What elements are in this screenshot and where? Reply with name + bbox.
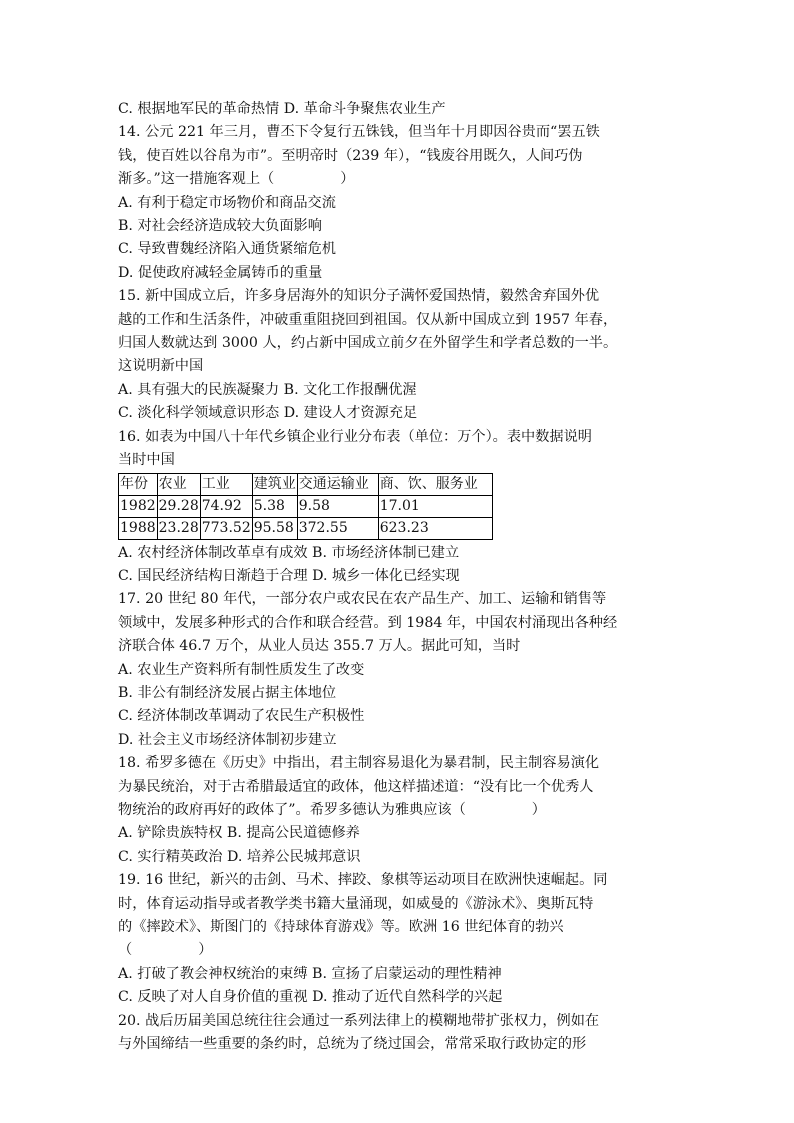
q16-stem-line-2: 当时中国 bbox=[118, 452, 175, 469]
table-header-cell: 工业 bbox=[200, 473, 252, 495]
q17-option-d: D. 社会主义市场经济体制初步建立 bbox=[118, 731, 337, 748]
table-row bbox=[119, 495, 493, 517]
q15-stem-line-1: 15. 新中国成立后，许多身居海外的知识分子满怀爱国热情，毅然舍弃国外优 bbox=[118, 288, 600, 305]
q14-option-c: C. 导致曹魏经济陷入通货紧缩危机 bbox=[118, 241, 336, 258]
table-cell: 5.38 bbox=[252, 495, 297, 517]
q17-option-a: A. 农业生产资料所有制性质发生了改变 bbox=[118, 661, 365, 678]
q16-option-cd: C. 国民经济结构日渐趋于合理 D. 城乡一体化已经实现 bbox=[118, 567, 460, 584]
q19-stem-line-1: 19. 16 世纪，新兴的击剑、马术、摔跤、象棋等运动项目在欧洲快速崛起。同 bbox=[118, 872, 608, 889]
q18-option-cd: C. 实行精英政治 D. 培养公民城邦意识 bbox=[118, 848, 361, 865]
q15-stem-line-4: 这说明新中国 bbox=[118, 358, 204, 375]
q14-option-d: D. 促使政府减轻金属铸币的重量 bbox=[118, 264, 323, 281]
table-cell: 372.55 bbox=[297, 517, 378, 539]
q19-stem-line-4: （ ） bbox=[118, 942, 213, 959]
table-cell: 95.58 bbox=[252, 517, 297, 539]
table-cell: 9.58 bbox=[297, 495, 378, 517]
q15-option-cd: C. 淡化科学领域意识形态 D. 建设人才资源充足 bbox=[118, 405, 418, 422]
q20-stem-line-2: 与外国缔结一些重要的条约时，总统为了绕过国会，常常采取行政协定的形 bbox=[118, 1036, 587, 1053]
q19-stem-line-2: 时，体育运动指导或者教学类书籍大量涌现，如威曼的《游泳术》、奥斯瓦特 bbox=[118, 895, 594, 912]
table-cell: 1988 bbox=[119, 517, 158, 539]
q13-option-cd: C. 根据地军民的革命热情 D. 革命斗争聚焦农业生产 bbox=[118, 101, 446, 117]
q18-stem-line-2: 为暴民统治，对于古希腊最适宜的政体，他这样描述道：“没有比一个优秀人 bbox=[118, 778, 594, 795]
q19-stem-line-3: 的《摔跤术》、斯图门的《持球体育游戏》等。欧洲 16 世纪体育的勃兴 bbox=[118, 919, 564, 935]
q20-stem-line-1: 20. 战后历届美国总统往往会通过一系列法律上的模糊地带扩张权力，例如在 bbox=[118, 1012, 600, 1029]
table-cell: 1982 bbox=[119, 495, 158, 517]
q14-option-a: A. 有利于稳定市场物价和商品交流 bbox=[118, 194, 336, 211]
table-row bbox=[119, 517, 493, 539]
q17-option-b: B. 非公有制经济发展占据主体地位 bbox=[118, 684, 337, 701]
q14-stem-line-3: 渐多。”这一措施客观上（ ） bbox=[118, 171, 355, 188]
q16-option-ab: A. 农村经济体制改革卓有成效 B. 市场经济体制已建立 bbox=[118, 544, 460, 561]
q14-stem-line-2: 钱，使百姓以谷帛为市”。至明帝时（239 年），“钱废谷用既久，人间巧伪 bbox=[118, 147, 583, 164]
q19-option-ab: A. 打破了教会神权统治的束缚 B. 宣扬了启蒙运动的理性精神 bbox=[118, 965, 502, 982]
table-cell: 29.28 bbox=[157, 495, 200, 517]
table-header-cell: 建筑业 bbox=[252, 473, 297, 495]
q15-stem-line-3: 归国人数就达到 3000 人，约占新中国成立前夕在外留学生和学者总数的一半。 bbox=[118, 335, 618, 352]
q19-option-cd: C. 反映了对人自身价值的重视 D. 推动了近代自然科学的兴起 bbox=[118, 989, 503, 1006]
q14-stem-line-1: 14. 公元 221 年三月，曹丕下令复行五铢钱，但当年十月即因谷贵而“罢五铁 bbox=[118, 124, 600, 141]
q18-option-ab: A. 铲除贵族特权 B. 提高公民道德修养 bbox=[118, 825, 360, 842]
exam-page bbox=[118, 98, 678, 1056]
q17-option-c: C. 经济体制改革调动了农民生产积极性 bbox=[118, 708, 365, 725]
table-header-cell: 交通运输业 bbox=[297, 473, 378, 495]
q15-option-ab: A. 具有强大的民族凝聚力 B. 文化工作报酬优渥 bbox=[118, 381, 417, 398]
table-header-cell: 商、饮、服务业 bbox=[378, 473, 492, 495]
table-cell: 623.23 bbox=[378, 517, 492, 539]
table-header-row bbox=[119, 473, 493, 495]
township-enterprise-table bbox=[118, 473, 493, 540]
table-cell: 23.28 bbox=[157, 517, 200, 539]
q17-stem-line-3: 济联合体 46.7 万个，从业人员达 355.7 万人。据此可知，当时 bbox=[118, 638, 521, 655]
q15-stem-line-2: 越的工作和生活条件，冲破重重阻挠回到祖国。仅从新中国成立到 1957 年春， bbox=[118, 311, 618, 328]
q16-stem-line-1: 16. 如表为中国八十年代乡镇企业行业分布表（单位：万个）。表中数据说明 bbox=[118, 428, 592, 445]
table-header-cell: 年份 bbox=[119, 473, 158, 495]
table-cell: 17.01 bbox=[378, 495, 492, 517]
table-cell: 773.52 bbox=[200, 517, 252, 539]
table-cell: 74.92 bbox=[200, 495, 252, 517]
q18-stem-line-3: 物统治的政府再好的政体了”。希罗多德认为雅典应该（ ） bbox=[118, 801, 546, 818]
q14-option-b: B. 对社会经济造成较大负面影响 bbox=[118, 218, 322, 235]
table-header-cell: 农业 bbox=[157, 473, 200, 495]
q17-stem-line-1: 17. 20 世纪 80 年代，一部分农户或农民在农产品生产、加工、运输和销售等 bbox=[118, 591, 607, 608]
q17-stem-line-2: 领域中，发展多种形式的合作和联合经营。到 1984 年，中国农村涌现出各种经 bbox=[118, 614, 618, 631]
q18-stem-line-1: 18. 希罗多德在《历史》中指出，君主制容易退化为暴君制，民主制容易演化 bbox=[118, 755, 600, 772]
